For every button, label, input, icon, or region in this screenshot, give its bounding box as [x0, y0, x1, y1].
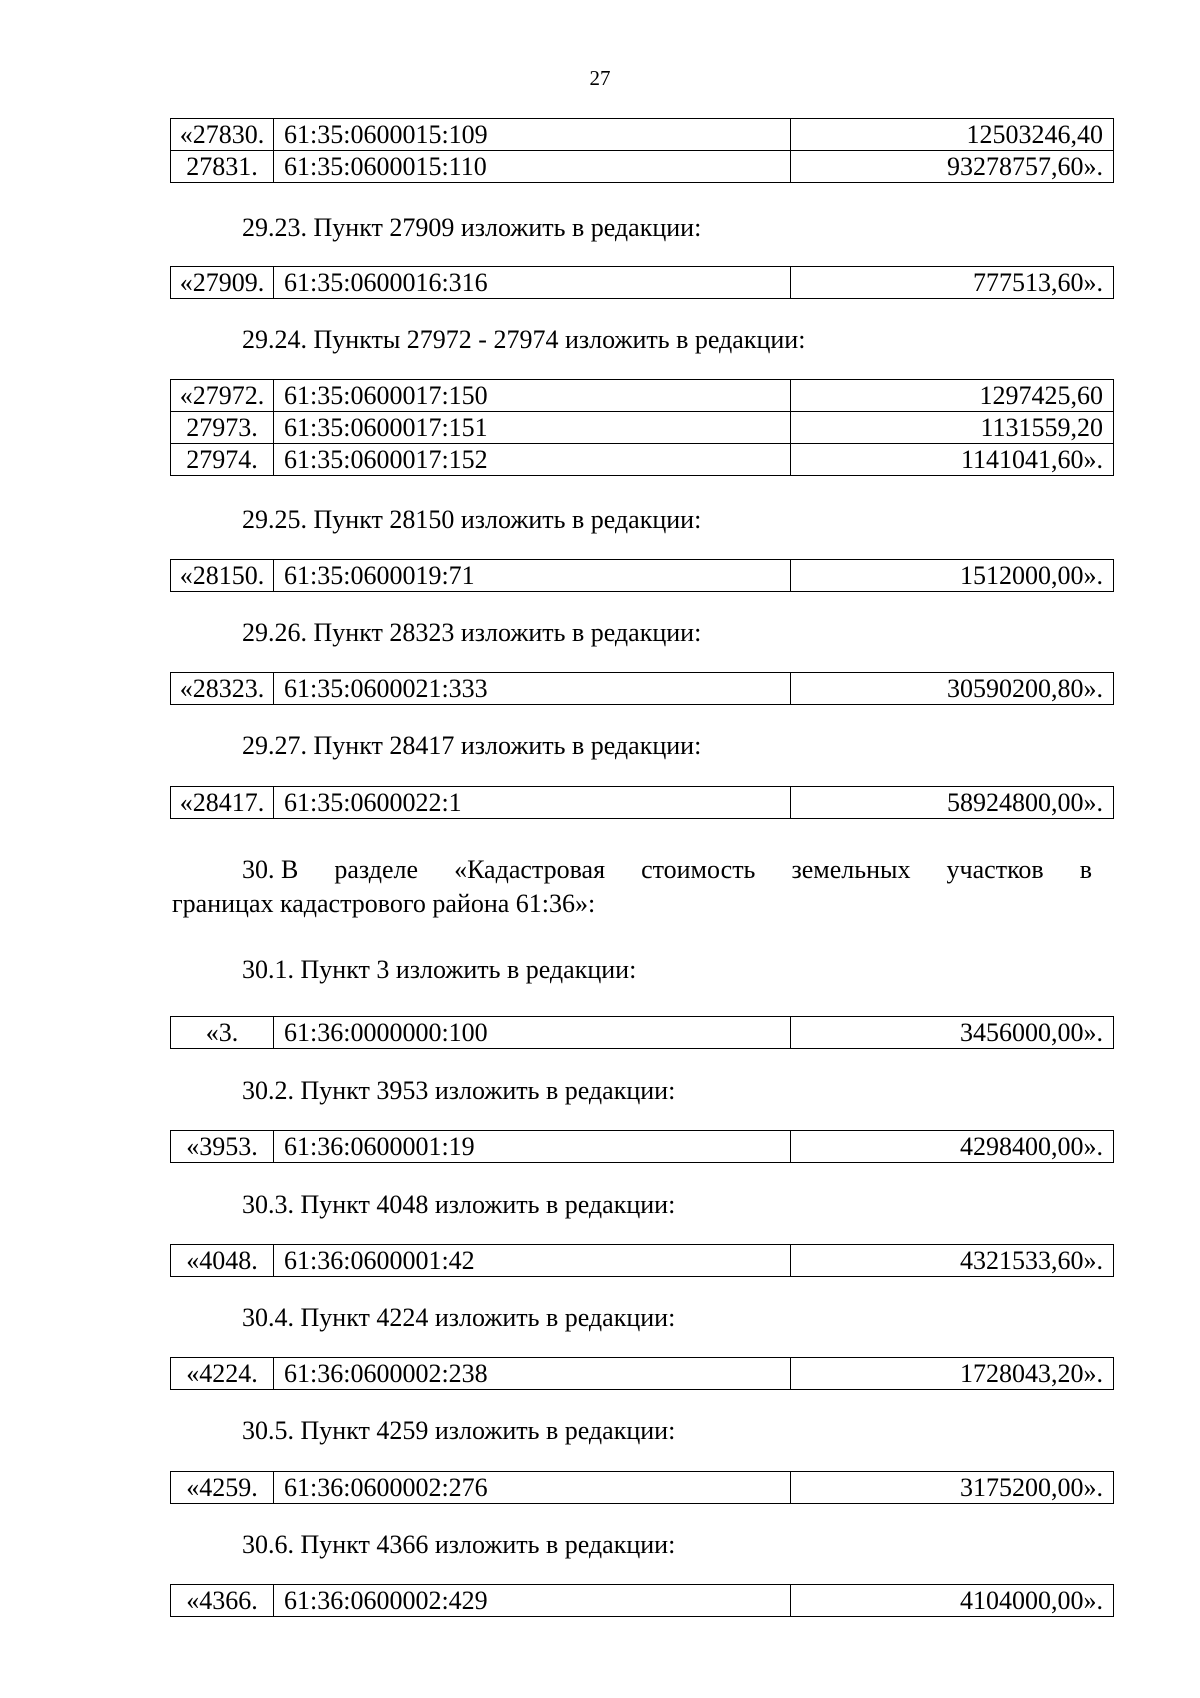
- cadastral-table: [170, 379, 1114, 476]
- cadastral-value: 1131559,20: [791, 412, 1114, 444]
- table-row: [171, 1472, 1114, 1504]
- table-row: [171, 560, 1114, 592]
- cadastral-value: 93278757,60».: [791, 151, 1114, 183]
- table-row: [171, 1585, 1114, 1617]
- cadastral-number: 61:36:0600002:238: [274, 1358, 791, 1390]
- table-row: [171, 1245, 1114, 1277]
- item-number: «28417.: [171, 787, 274, 819]
- paragraph-heading: 29.24. Пункты 27972 - 27974 изложить в редакции:: [242, 325, 806, 354]
- cadastral-value: 12503246,40: [791, 119, 1114, 151]
- cadastral-number: 61:36:0600001:42: [274, 1245, 791, 1277]
- cadastral-table: [170, 1244, 1114, 1277]
- item-number: «27830.: [171, 119, 274, 151]
- item-number: «27909.: [171, 267, 274, 299]
- cadastral-table: [170, 559, 1114, 592]
- item-number: 27974.: [171, 444, 274, 476]
- cadastral-value: 1141041,60».: [791, 444, 1114, 476]
- section-paragraph-line: границах кадастрового района 61:36»:: [172, 889, 596, 918]
- cadastral-value: 4104000,00».: [791, 1585, 1114, 1617]
- item-number: 27831.: [171, 151, 274, 183]
- table-row: [171, 412, 1114, 444]
- cadastral-table: [170, 118, 1114, 183]
- cadastral-value: 3456000,00».: [791, 1017, 1114, 1049]
- section-word: участков: [946, 855, 1044, 884]
- item-number: «27972.: [171, 380, 274, 412]
- paragraph-heading: 30.3. Пункт 4048 изложить в редакции:: [242, 1190, 676, 1219]
- cadastral-number: 61:35:0600016:316: [274, 267, 791, 299]
- table-row: [171, 1358, 1114, 1390]
- table-row: [171, 1131, 1114, 1163]
- cadastral-number: 61:35:0600019:71: [274, 560, 791, 592]
- table-row: [171, 267, 1114, 299]
- item-number: «4048.: [171, 1245, 274, 1277]
- table-row: [171, 151, 1114, 183]
- cadastral-number: 61:35:0600017:152: [274, 444, 791, 476]
- item-number: 27973.: [171, 412, 274, 444]
- table-row: [171, 444, 1114, 476]
- section-word: 30. В: [242, 855, 299, 884]
- section-paragraph-line: [172, 853, 1092, 887]
- paragraph-heading: 30.5. Пункт 4259 изложить в редакции:: [242, 1416, 676, 1445]
- section-word: «Кадастровая: [454, 855, 606, 884]
- table-row: [171, 1017, 1114, 1049]
- paragraph-heading: 29.26. Пункт 28323 изложить в редакции:: [242, 618, 702, 647]
- cadastral-number: 61:35:0600017:150: [274, 380, 791, 412]
- section-paragraph: [172, 853, 1092, 921]
- page-number: 27: [589, 66, 611, 90]
- paragraph-heading: 30.4. Пункт 4224 изложить в редакции:: [242, 1303, 676, 1332]
- item-number: «4259.: [171, 1472, 274, 1504]
- cadastral-number: 61:36:0000000:100: [274, 1017, 791, 1049]
- cadastral-value: 58924800,00».: [791, 787, 1114, 819]
- item-number: «28150.: [171, 560, 274, 592]
- cadastral-number: 61:36:0600002:276: [274, 1472, 791, 1504]
- cadastral-value: 1297425,60: [791, 380, 1114, 412]
- item-number: «4224.: [171, 1358, 274, 1390]
- cadastral-value: 777513,60».: [791, 267, 1114, 299]
- section-word: земельных: [791, 855, 911, 884]
- section-word: в: [1079, 855, 1092, 884]
- cadastral-number: 61:36:0600001:19: [274, 1131, 791, 1163]
- paragraph-heading: 30.6. Пункт 4366 изложить в редакции:: [242, 1530, 676, 1559]
- cadastral-number: 61:35:0600015:110: [274, 151, 791, 183]
- cadastral-number: 61:35:0600017:151: [274, 412, 791, 444]
- cadastral-number: 61:35:0600021:333: [274, 673, 791, 705]
- cadastral-table: [170, 266, 1114, 299]
- item-number: «28323.: [171, 673, 274, 705]
- paragraph-heading: 29.25. Пункт 28150 изложить в редакции:: [242, 505, 702, 534]
- cadastral-table: [170, 1016, 1114, 1049]
- cadastral-table: [170, 1130, 1114, 1163]
- cadastral-value: 4321533,60».: [791, 1245, 1114, 1277]
- cadastral-table: [170, 786, 1114, 819]
- section-word: стоимость: [641, 855, 756, 884]
- cadastral-value: 30590200,80».: [791, 673, 1114, 705]
- cadastral-number: 61:36:0600002:429: [274, 1585, 791, 1617]
- paragraph-heading: 30.2. Пункт 3953 изложить в редакции:: [242, 1076, 676, 1105]
- item-number: «3953.: [171, 1131, 274, 1163]
- cadastral-value: 1512000,00».: [791, 560, 1114, 592]
- cadastral-table: [170, 1471, 1114, 1504]
- cadastral-number: 61:35:0600022:1: [274, 787, 791, 819]
- table-row: [171, 380, 1114, 412]
- cadastral-table: [170, 1584, 1114, 1617]
- section-word: разделе: [334, 855, 419, 884]
- paragraph-heading: 29.23. Пункт 27909 изложить в редакции:: [242, 213, 702, 242]
- item-number: «3.: [171, 1017, 274, 1049]
- cadastral-value: 4298400,00».: [791, 1131, 1114, 1163]
- cadastral-value: 1728043,20».: [791, 1358, 1114, 1390]
- cadastral-number: 61:35:0600015:109: [274, 119, 791, 151]
- paragraph-heading: 29.27. Пункт 28417 изложить в редакции:: [242, 731, 702, 760]
- item-number: «4366.: [171, 1585, 274, 1617]
- cadastral-table: [170, 672, 1114, 705]
- paragraph-heading: 30.1. Пункт 3 изложить в редакции:: [242, 955, 637, 984]
- cadastral-table: [170, 1357, 1114, 1390]
- table-row: [171, 787, 1114, 819]
- cadastral-value: 3175200,00».: [791, 1472, 1114, 1504]
- table-row: [171, 119, 1114, 151]
- table-row: [171, 673, 1114, 705]
